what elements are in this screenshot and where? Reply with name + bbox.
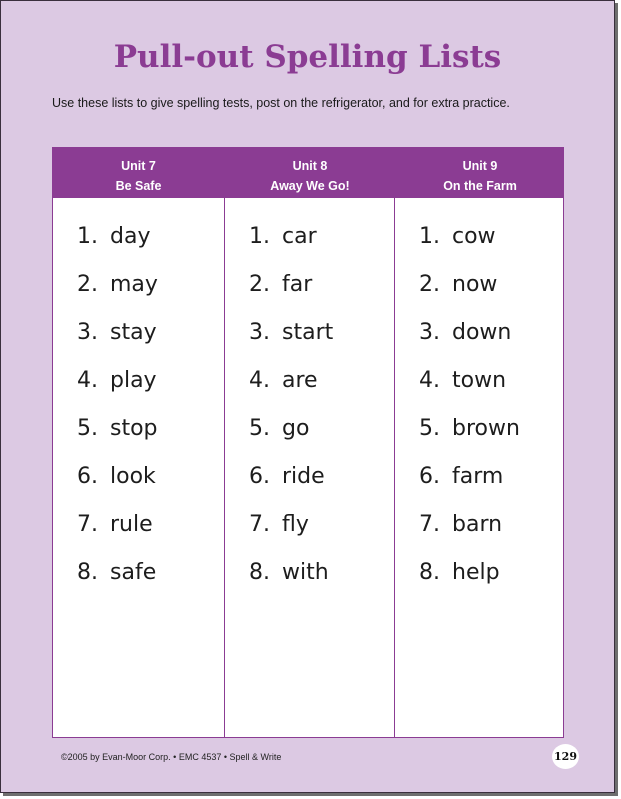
column-header xyxy=(395,148,565,198)
spelling-word: play xyxy=(110,368,157,393)
list-item xyxy=(249,512,333,560)
spelling-word: day xyxy=(110,224,151,249)
word-list xyxy=(77,224,158,608)
item-number: 3. xyxy=(419,320,440,345)
item-number: 1. xyxy=(419,224,440,249)
item-number: 7. xyxy=(249,512,270,537)
list-item xyxy=(249,416,333,464)
item-number: 8. xyxy=(419,560,440,585)
list-item xyxy=(77,416,158,464)
item-number: 6. xyxy=(419,464,440,489)
spelling-word: may xyxy=(110,272,158,297)
page-number-badge: 129 xyxy=(552,744,579,769)
spelling-word: ride xyxy=(282,464,325,489)
list-item xyxy=(419,224,520,272)
spelling-lists-table xyxy=(52,147,564,738)
item-number: 5. xyxy=(77,416,98,441)
spelling-word: cow xyxy=(452,224,496,249)
item-number: 2. xyxy=(249,272,270,297)
copyright-footer: ©2005 by Evan-Moor Corp. • EMC 4537 • Spell & Write xyxy=(61,752,282,762)
list-item xyxy=(77,464,158,512)
list-item xyxy=(77,368,158,416)
spelling-word: brown xyxy=(452,416,520,441)
unit-label: Unit 8 xyxy=(292,159,328,173)
page-title: Pull-out Spelling Lists xyxy=(113,39,502,75)
spelling-word: safe xyxy=(110,560,157,585)
unit-column xyxy=(224,148,395,737)
list-item xyxy=(77,512,158,560)
list-item xyxy=(419,368,520,416)
spelling-word: look xyxy=(110,464,156,489)
spelling-word: town xyxy=(452,368,507,393)
item-number: 4. xyxy=(419,368,440,393)
spelling-word: stay xyxy=(110,320,157,345)
column-header xyxy=(53,148,224,198)
unit-name: Be Safe xyxy=(115,179,162,193)
list-item xyxy=(419,512,520,560)
intro-text: Use these lists to give spelling tests, post on the refrigerator, and for extra practice. xyxy=(52,96,510,110)
list-item xyxy=(419,416,520,464)
item-number: 3. xyxy=(249,320,270,345)
list-item xyxy=(77,560,158,608)
list-item xyxy=(249,560,333,608)
item-number: 5. xyxy=(249,416,270,441)
spelling-word: farm xyxy=(452,464,504,489)
spelling-word: start xyxy=(282,320,334,345)
column-header xyxy=(225,148,395,198)
list-item xyxy=(419,464,520,512)
list-item xyxy=(419,320,520,368)
unit-column xyxy=(53,148,224,737)
list-item xyxy=(249,464,333,512)
item-number: 1. xyxy=(249,224,270,249)
spelling-word: far xyxy=(282,272,313,297)
spelling-word: now xyxy=(452,272,498,297)
unit-column xyxy=(394,148,565,737)
spelling-word: barn xyxy=(452,512,503,537)
unit-name: On the Farm xyxy=(443,179,517,193)
item-number: 7. xyxy=(77,512,98,537)
spelling-word: are xyxy=(282,368,318,393)
item-number: 4. xyxy=(77,368,98,393)
item-number: 6. xyxy=(249,464,270,489)
list-item xyxy=(77,272,158,320)
spelling-word: car xyxy=(282,224,317,249)
unit-label: Unit 7 xyxy=(121,159,156,173)
word-list xyxy=(419,224,520,608)
spelling-word: down xyxy=(452,320,512,345)
word-list xyxy=(249,224,333,608)
list-item xyxy=(77,320,158,368)
list-item xyxy=(249,272,333,320)
spelling-word: with xyxy=(282,560,329,585)
list-item xyxy=(249,320,333,368)
item-number: 6. xyxy=(77,464,98,489)
item-number: 1. xyxy=(77,224,98,249)
item-number: 3. xyxy=(77,320,98,345)
list-item xyxy=(249,224,333,272)
item-number: 2. xyxy=(77,272,98,297)
unit-name: Away We Go! xyxy=(270,179,350,193)
unit-label: Unit 9 xyxy=(462,159,498,173)
list-item xyxy=(77,224,158,272)
item-number: 4. xyxy=(249,368,270,393)
spelling-word: help xyxy=(452,560,500,585)
spelling-word: stop xyxy=(110,416,158,441)
item-number: 7. xyxy=(419,512,440,537)
spelling-word: rule xyxy=(110,512,153,537)
item-number: 2. xyxy=(419,272,440,297)
spelling-word: go xyxy=(282,416,310,441)
item-number: 8. xyxy=(77,560,98,585)
list-item xyxy=(249,368,333,416)
item-number: 5. xyxy=(419,416,440,441)
list-item xyxy=(419,560,520,608)
list-item xyxy=(419,272,520,320)
item-number: 8. xyxy=(249,560,270,585)
spelling-word: fly xyxy=(282,512,309,537)
